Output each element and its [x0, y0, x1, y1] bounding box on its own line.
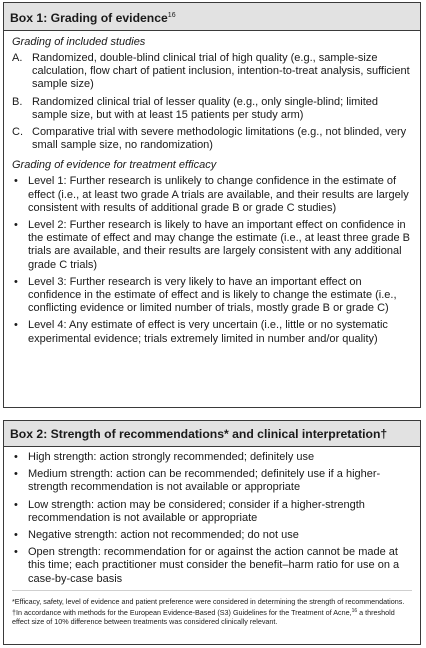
list-item-text: Medium strength: action can be recommended; definitely use if a higher-strength recommendation is not available or appropriate: [28, 468, 381, 494]
list-letter: B.: [12, 95, 23, 108]
list-item: [12, 126, 412, 152]
bullet-icon: •: [14, 219, 18, 232]
list-item-text: Comparative trial with severe methodologic limitations (e.g., not blinded, very small sample size, no randomization): [32, 126, 407, 152]
bullet-icon: •: [14, 529, 18, 542]
recommendations-list: [12, 451, 412, 586]
footnote-reference: 16: [351, 607, 358, 614]
list-item: [12, 499, 412, 525]
box2-body: [4, 447, 420, 626]
list-item-text: Randomized, double-blind clinical trial of high quality (e.g., sample-size calculation, flow chart of patient inclusion, intention-to-treat analysis, sufficient sample size): [32, 52, 410, 91]
studies-list: [12, 52, 412, 152]
studies-heading: Grading of included studies: [12, 36, 146, 48]
list-item-text: Level 2: Further research is likely to have an important effect on confidence in the estimate of effect and may change the estimate (i.e., at least three grade B trials are available, and their results are largely consistent with any additional grade C trials): [28, 219, 410, 271]
list-item: [12, 175, 412, 215]
list-item: [12, 451, 412, 464]
footnote-efficacy: *Efficacy, safety, level of evidence and patient preference were considered in determining the strength of recommendations.: [12, 596, 405, 606]
bullet-icon: •: [14, 175, 18, 188]
efficacy-heading: Grading of evidence for treatment efficacy: [12, 159, 217, 172]
list-item-text: High strength: action strongly recommended; definitely use: [28, 451, 315, 463]
list-item-text: Randomized clinical trial of lesser quality (e.g., only single-blind; limited sample size, but with at least 15 patients per study arm): [32, 95, 379, 121]
box1-title-reference: 16: [167, 12, 176, 19]
list-letter: C.: [12, 126, 23, 139]
footnote-threshold-text: †In accordance with methods for the European Evidence-Based (S3) Guidelines for the Treatment of Acne,: [12, 607, 352, 617]
list-item-text: Open strength: recommendation for or against the action cannot be made at this time; each practitioner must consider the benefit–harm ratio for use on a case-by-case basis: [28, 546, 400, 585]
list-item-text: Low strength: action may be considered; consider if a higher-strength recommendation is not available or appropriate: [28, 498, 365, 524]
list-item: [12, 529, 412, 542]
list-item: [12, 468, 412, 494]
bullet-icon: •: [14, 546, 18, 559]
list-item: [12, 276, 412, 316]
list-letter: A.: [12, 52, 23, 64]
bullet-icon: •: [14, 498, 18, 511]
list-item: [12, 546, 412, 586]
grading-of-evidence-box: [3, 2, 421, 408]
bullet-icon: •: [14, 451, 18, 463]
footnote-threshold-text-end: a threshold effect size of 10% difference between treatments was considered clinically relevant.: [12, 607, 395, 626]
list-item: [12, 319, 412, 345]
list-item: [12, 96, 412, 122]
list-item: [12, 52, 412, 92]
list-item-text: Negative strength: action not recommended; do not use: [28, 529, 299, 542]
box1-title-text: Box 1: Grading of evidence: [10, 11, 168, 25]
list-item: [12, 219, 412, 272]
levels-list: [12, 175, 412, 345]
list-item-text: Level 1: Further research is unlikely to change confidence in the estimate of effect (i.e., at least two grade A trials are available, and their results are largely consistent with results of additional grade B or grade C studies): [28, 175, 409, 214]
box2-title: Box 2: Strength of recommendations* and clinical interpretation†: [4, 421, 420, 447]
footnotes: [12, 590, 412, 626]
strength-of-recommendations-box: [3, 420, 421, 645]
footnote-threshold: [12, 607, 412, 626]
bullet-icon: •: [14, 319, 18, 332]
list-item-text: Level 4: Any estimate of effect is very uncertain (i.e., little or no systematic experimental evidence; trials extremely limited in number and/or quality): [28, 319, 388, 345]
list-item-text: Level 3: Further research is very likely to have an important effect on confidence in the estimate of effect and is likely to change the estimate (i.e., conflicting evidence or limited number of trials, mostly grade B or grade C): [28, 275, 397, 315]
bullet-icon: •: [14, 275, 18, 288]
bullet-icon: •: [14, 468, 18, 481]
box1-title: [4, 3, 420, 31]
box1-body: [4, 31, 420, 346]
